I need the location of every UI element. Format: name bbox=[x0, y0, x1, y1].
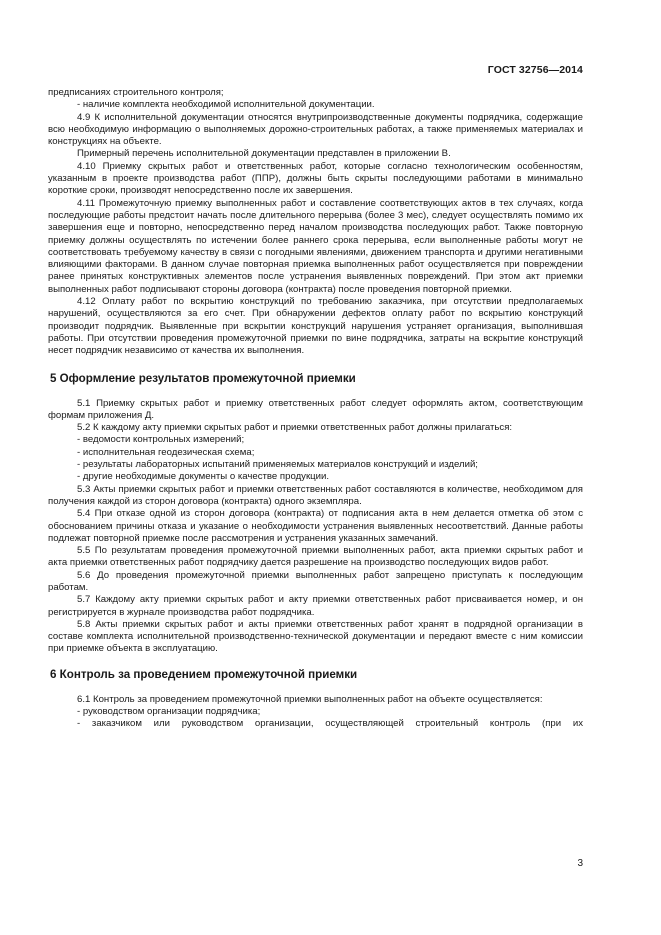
paragraph: 5.4 При отказе одной из сторон договора (контракта) от подписания акта в нем делается отметка об этом с обоснованием причины отказа и указание о необходимости устранения выявленных несоответствий. Данные работы подлежат повторной приемке после рассмотрения и устранения указанных замечаний. bbox=[48, 508, 583, 544]
paragraph: - руководством организации подрядчика; bbox=[77, 706, 261, 718]
paragraph: Примерный перечень исполнительной документации представлен в приложении В. bbox=[77, 148, 451, 160]
paragraph: - заказчиком или руководством организации, осуществляющей строительный контроль (при их bbox=[77, 718, 583, 730]
paragraph: 5.6 До проведения промежуточной приемки выполненных работ запрещено приступать к последующим работам. bbox=[48, 569, 583, 593]
paragraph: 5.3 Акты приемки скрытых работ и приемки ответственных работ составляются в количестве, необходимом для получения каждой из сторон договора (контракта) одного экземпляра. bbox=[48, 483, 583, 507]
paragraph: 5.5 По результатам проведения промежуточной приемки выполненных работ, акта приемки скрытых работ и акта приемки ответственных работ подрядчику дается разрешение на производство последующих видов работ. bbox=[48, 545, 583, 569]
paragraph: - другие необходимые документы о качестве продукции. bbox=[77, 471, 330, 483]
document-body bbox=[48, 87, 583, 731]
paragraph: 4.12 Оплату работ по вскрытию конструкций по требованию заказчика, при отсутствии предполагаемых нарушений, осуществляются за его счет. При обнаружении дефектов оплату работ по вскрытию конструкций производит подрядчик. Выявленные при вскрытии конструкций нарушения устраняет организация, выполнившая работы. При отсутствии проведения промежуточной приемки по вине подрядчика, затраты на вскрытие конструкций несет подрядчик независимо от качества их выполнения. bbox=[48, 296, 583, 357]
section-heading: 5 Оформление результатов промежуточной приемки bbox=[50, 371, 356, 385]
paragraph: - исполнительная геодезическая схема; bbox=[77, 446, 255, 458]
paragraph: - ведомости контрольных измерений; bbox=[77, 434, 245, 446]
document-code-header: ГОСТ 32756—2014 bbox=[487, 64, 583, 76]
paragraph: 5.8 Акты приемки скрытых работ и акты приемки ответственных работ хранят в подрядной организации в составе комплекта исполнительной производственно-технической документации и передают вместе с ним комиссии при приемке объекта в эксплуатацию. bbox=[48, 618, 583, 655]
paragraph: 4.9 К исполнительной документации относятся внутрипроизводственные документы подрядчика, содержащие всю необходимую информацию о выполняемых дорожно-строительных работах, а также применяемых материалах и конструкциях на объекте. bbox=[48, 111, 583, 148]
paragraph: 5.1 Приемку скрытых работ и приемку ответственных работ следует оформлять актом, соответствующим формам приложения Д. bbox=[48, 397, 583, 421]
paragraph: 5.2 К каждому акту приемки скрытых работ и приемки ответственных работ должны прилагаться: bbox=[77, 422, 513, 434]
paragraph: 4.11 Промежуточную приемку выполненных работ и составление соответствующих актов в тех случаях, когда последующие работы предстоит начать после длительного перерыва (более 3 мес), следует осуществлять помимо их завершения еще и повторно, непосредственно перед началом производства последующих работ. Также повторную приемку должны осуществлять по истечении более раннего срока перерыва, если выполненные работы могут не соответствовать требуемому качеству в связи с погодными явлениями, движением транспорта и другими негативными влияющими факторами. В данном случае повторная приемка выполненных работ осуществляется при повреждении ранее принятых конструктивных элементов после устранения выявленных повреждений. При этом акт приемки выполненных работ подписывают стороны договора (контракта) после проведения повторной приемки. bbox=[48, 197, 583, 295]
paragraph: 5.7 Каждому акту приемки скрытых работ и акту приемки ответственных работ присваивается номер, и он регистрируется в журнале производства работ подрядчика. bbox=[48, 594, 583, 618]
paragraph: - результаты лабораторных испытаний применяемых материалов конструкций и изделий; bbox=[77, 459, 478, 471]
paragraph: - наличие комплекта необходимой исполнительной документации. bbox=[77, 99, 375, 111]
page-number: 3 bbox=[577, 858, 583, 869]
section-heading: 6 Контроль за проведением промежуточной приемки bbox=[50, 667, 358, 681]
paragraph: предписаниях строительного контроля; bbox=[48, 87, 224, 98]
paragraph: 6.1 Контроль за проведением промежуточной приемки выполненных работ на объекте осуществляется: bbox=[77, 693, 543, 705]
paragraph: 4.10 Приемку скрытых работ и ответственных работ, которые согласно технологическим особенностям, указанным в проекте производства работ (ППР), должны быть скрыты последующими работами в минимально короткие сроки, производят непосредственно после их завершения. bbox=[48, 160, 583, 197]
document-page bbox=[48, 0, 583, 935]
